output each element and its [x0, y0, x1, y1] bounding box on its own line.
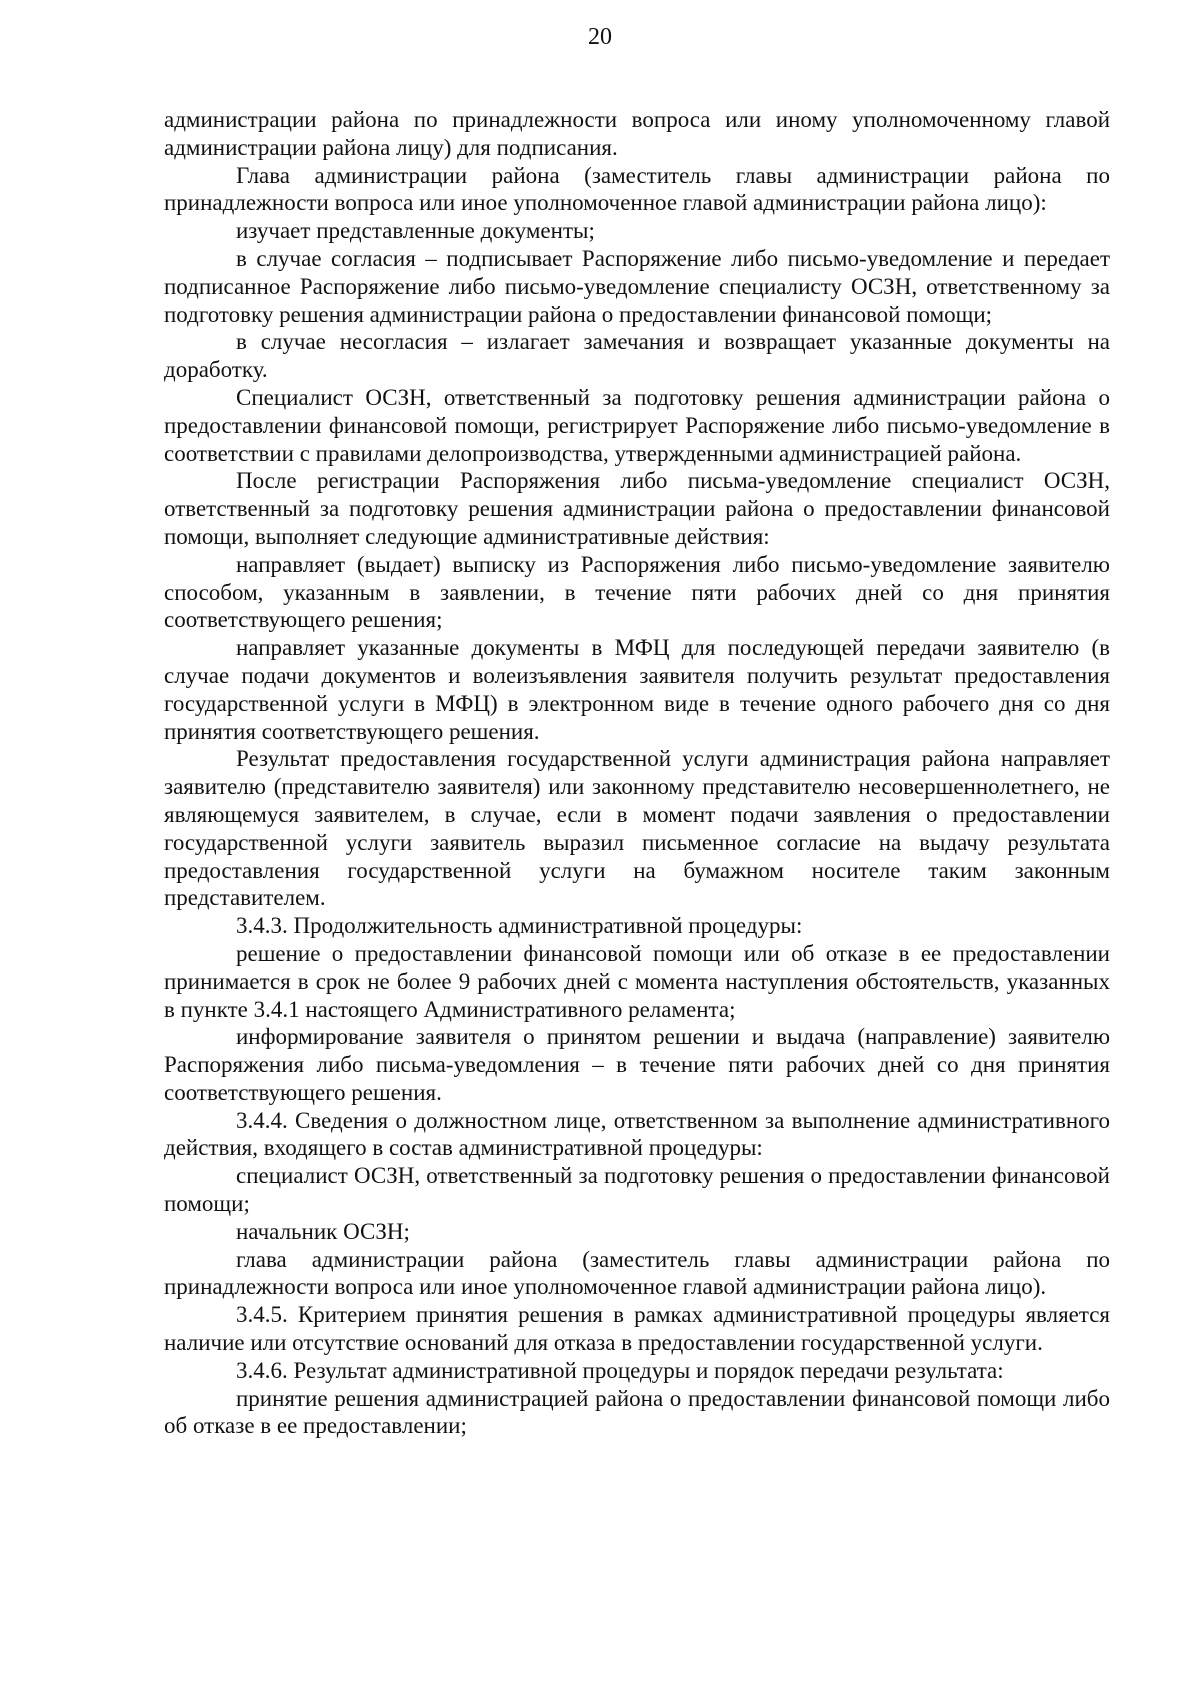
paragraph: Специалист ОСЗН, ответственный за подготовку решения администрации района о предоставлении финансовой помощи, регистрирует Распоряжение либо письмо-уведомление в соответствии с правилами делопроизводства, утвержденными администрацией района.	[164, 384, 1110, 466]
paragraph: решение о предоставлении финансовой помощи или об отказе в ее предоставлении принимается в срок не более 9 рабочих дней с момента наступления обстоятельств, указанных в пункте 3.4.1 настоящего Административного реламента;	[164, 940, 1110, 1022]
paragraph: изучает представленные документы;	[236, 218, 595, 244]
paragraph: администрации района по принадлежности вопроса или иному уполномоченному главой администрации района лицу) для подписания.	[164, 107, 1110, 160]
paragraph: в случае несогласия – излагает замечания и возвращает указанные документы на доработку.	[164, 329, 1110, 383]
document-body	[164, 106, 1110, 1440]
paragraph: направляет указанные документы в МФЦ для последующей передачи заявителю (в случае подачи документов и волеизъявления заявителя получить результат предоставления государственной услуги в МФЦ) в электронном виде в течение одного рабочего дня со дня принятия соответствующего решения.	[164, 635, 1110, 744]
paragraph: в случае согласия – подписывает Распоряжение либо письмо-уведомление и передает подписанное Распоряжение либо письмо-уведомление специалисту ОСЗН, ответственному за подготовку решения администрации района о предоставлении финансовой помощи;	[164, 245, 1110, 327]
paragraph: Глава администрации района (заместитель главы администрации района по принадлежности вопроса или иное уполномоченное главой администрации района лицо):	[164, 162, 1110, 216]
section-heading: 3.4.4. Сведения о должностном лице, ответственном за выполнение административного действия, входящего в состав административной процедуры:	[164, 1107, 1110, 1161]
paragraph: информирование заявителя о принятом решении и выдача (направление) заявителю Распоряжения либо письма-уведомления – в течение пяти рабочих дней со дня принятия соответствующего решения.	[164, 1024, 1110, 1105]
section-heading: 3.4.5. Критерием принятия решения в рамках административной процедуры является наличие или отсутствие оснований для отказа в предоставлении государственной услуги.	[164, 1302, 1110, 1356]
paragraph: После регистрации Распоряжения либо письма-уведомление специалист ОСЗН, ответственный за подготовку решения администрации района о предоставлении финансовой помощи, выполняет следующие административные действия:	[164, 468, 1110, 549]
section-heading: 3.4.3. Продолжительность административной процедуры:	[236, 913, 803, 939]
paragraph: принятие решения администрацией района о предоставлении финансовой помощи либо об отказе в ее предоставлении;	[164, 1385, 1110, 1439]
paragraph: специалист ОСЗН, ответственный за подготовку решения о предоставлении финансовой помощи;	[164, 1163, 1110, 1217]
paragraph: глава администрации района (заместитель главы администрации района по принадлежности вопроса или иное уполномоченное главой администрации района лицо).	[164, 1246, 1110, 1300]
paragraph: Результат предоставления государственной услуги администрация района направляет заявителю (представителю заявителя) или законному представителю несовершеннолетнего, не являющемуся заявителем, в случае, если в момент подачи заявления о предоставлении государственной услуги заявитель выразил письменное согласие на выдачу результата предоставления государственной услуги на бумажном носителе таким законным представителем.	[164, 746, 1110, 911]
paragraph: направляет (выдает) выписку из Распоряжения либо письмо-уведомление заявителю способом, указанным в заявлении, в течение пяти рабочих дней со дня принятия соответствующего решения;	[164, 551, 1110, 633]
paragraph: начальник ОСЗН;	[236, 1218, 410, 1244]
section-heading: 3.4.6. Результат административной процедуры и порядок передачи результата:	[236, 1357, 1004, 1383]
page-number: 20	[588, 24, 612, 50]
